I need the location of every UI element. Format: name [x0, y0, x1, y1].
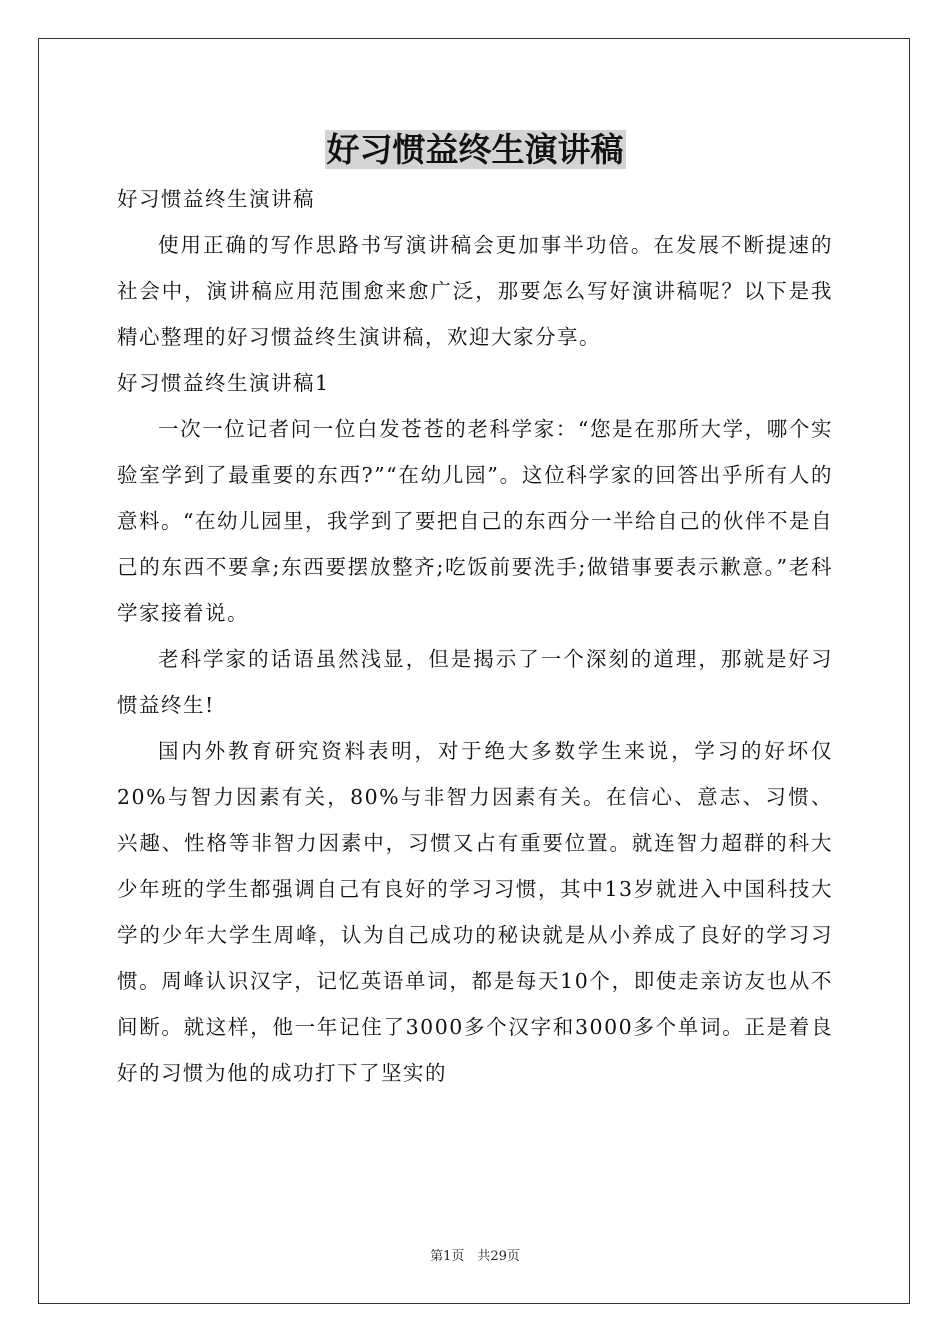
- page-number-label: 第1页 共29页: [430, 1249, 520, 1264]
- intro-paragraph: 使用正确的写作思路书写演讲稿会更加事半功倍。在发展不断提速的社会中，演讲稿应用范围愈来愈广泛，那要怎么写好演讲稿呢？以下是我精心整理的好习惯益终生演讲稿，欢迎大家分享。: [117, 233, 833, 349]
- document-title: [0, 126, 950, 174]
- body-paragraph: 一次一位记者问一位白发苍苍的老科学家：“您是在那所大学，哪个实验室学到了最重要的东西?”“在幼儿园”。这位科学家的回答出乎所有人的意料。“在幼儿园里，我学到了要把自己的东西分一半给自己的伙伴不是自己的东西不要拿;东西要摆放整齐;吃饭前要洗手;做错事要表示歉意。”老科学家接着说。: [117, 417, 833, 625]
- subtitle-paragraph: 好习惯益终生演讲稿: [117, 187, 315, 211]
- document-body: [117, 176, 833, 1096]
- body-paragraph: 国内外教育研究资料表明，对于绝大多数学生来说，学习的好坏仅20%与智力因素有关，80%与非智力因素有关。在信心、意志、习惯、兴趣、性格等非智力因素中，习惯又占有重要位置。就连智力超群的科大少年班的学生都强调自己有良好的学习习惯，其中13岁就进入中国科技大学的少年大学生周峰，认为自己成功的秘诀就是从小养成了良好的学习习惯。周峰认识汉字，记忆英语单词，都是每天10个，即使走亲访友也从不间断。就这样，他一年记住了3000多个汉字和3000多个单词。正是着良好的习惯为他的成功打下了坚实的: [117, 739, 833, 1085]
- title-text: 好习惯益终生演讲稿: [326, 130, 624, 169]
- section-heading: 好习惯益终生演讲稿1: [117, 371, 330, 395]
- body-paragraph: 老科学家的话语虽然浅显，但是揭示了一个深刻的道理，那就是好习惯益终生!: [117, 647, 833, 717]
- page-footer: [0, 1245, 950, 1264]
